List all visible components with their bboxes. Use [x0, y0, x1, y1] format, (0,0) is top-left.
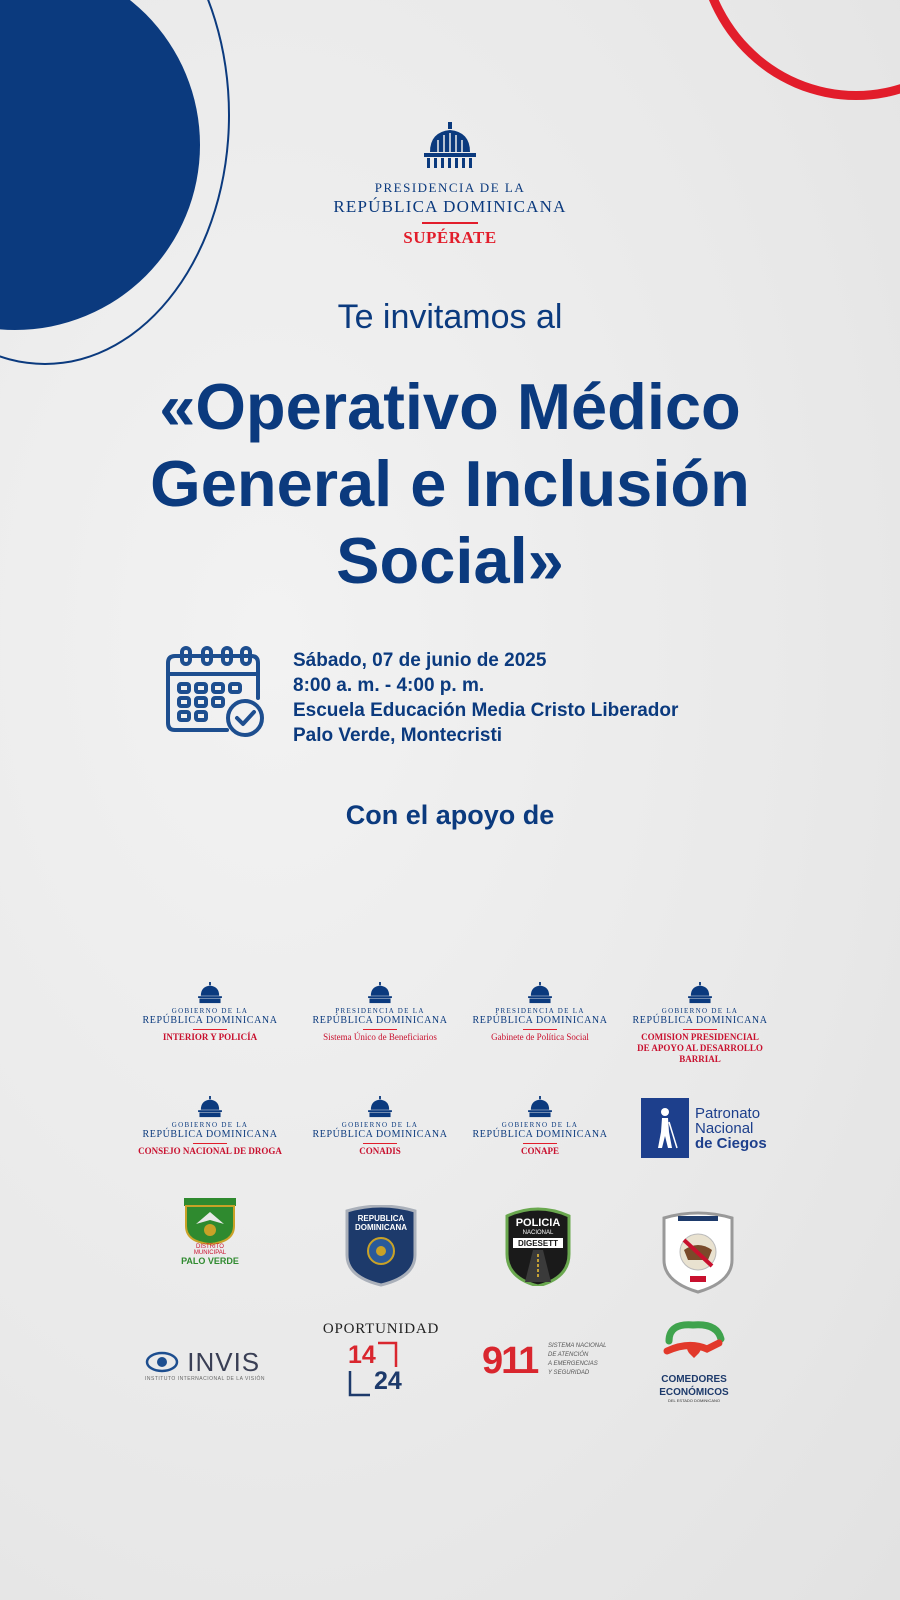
- sponsor-name-line2: DE APOYO AL DESARROLLO: [637, 1043, 763, 1053]
- capitol-dome-icon: [367, 982, 393, 1004]
- sponsor-top: GOBIERNO DE LA: [661, 1007, 739, 1015]
- oportunidad-n1: 14: [348, 1341, 376, 1369]
- sponsor-name: Sistema Único de Beneficiarios: [323, 1032, 437, 1042]
- comedores-line2: ECONÓMICOS: [659, 1387, 729, 1398]
- sponsor-name: CONADIS: [359, 1146, 401, 1156]
- sponsor-main: REPÚBLICA DOMINICANA: [472, 1129, 608, 1140]
- calendar-check-icon: [165, 646, 265, 738]
- sponsor-comedores-economicos: [646, 1319, 742, 1403]
- oportunidad-n2: 24: [374, 1367, 402, 1395]
- digesett-badge-icon: [503, 1206, 573, 1286]
- sponsor-divider: [683, 1029, 717, 1030]
- event-details: [293, 648, 678, 748]
- sponsor-invis: [145, 1347, 265, 1382]
- invite-text: Te invitamos al: [337, 298, 563, 336]
- patronato-line1: Patronato: [695, 1104, 761, 1122]
- sponsor-top: GOBIERNO DE LA: [171, 1121, 249, 1129]
- sponsor-consejo-droga: [130, 1096, 290, 1157]
- sponsor-name-line1: COMISION PRESIDENCIAL: [641, 1032, 759, 1042]
- event-date: Sábado, 07 de junio de 2025: [293, 650, 547, 671]
- capitol-dome-icon: [527, 982, 553, 1004]
- sponsor-divider: [363, 1029, 397, 1030]
- comedores-hands-heart-icon: [659, 1319, 729, 1367]
- sponsor-conape: [460, 1096, 620, 1157]
- digesett-name: DIGESETT: [517, 1239, 559, 1248]
- police-shield-badge-icon: [343, 1205, 419, 1287]
- digesett-top: POLICIA: [515, 1217, 561, 1229]
- palo-verde-name: PALO VERDE: [181, 1256, 239, 1266]
- capitol-dome-icon: [197, 982, 223, 1004]
- palo-verde-small: DISTRITO MUNICIPAL: [193, 1244, 227, 1256]
- oportunidad-title: OPORTUNIDAD: [322, 1321, 440, 1337]
- capitol-dome-icon: [367, 1096, 393, 1118]
- n911-line2: DE ATENCIÓN: [548, 1352, 589, 1358]
- event-title-line3: Social»: [336, 524, 564, 597]
- sponsor-comision-barrial: [620, 982, 780, 1065]
- sponsor-conadis: [300, 1096, 460, 1157]
- patronato-text: [695, 1106, 767, 1151]
- sponsor-top: GOBIERNO DE LA: [171, 1007, 249, 1015]
- patronato-line3: de Ciegos: [695, 1134, 767, 1152]
- sponsor-gabinete: [460, 982, 620, 1043]
- eye-globe-icon: [145, 1350, 179, 1374]
- patronato-line2: Nacional: [695, 1119, 754, 1137]
- capitol-dome-icon: [527, 1096, 553, 1118]
- sponsor-top: PRESIDENCIA DE LA: [335, 1007, 425, 1015]
- event-venue: Escuela Educación Media Cristo Liberador: [293, 700, 679, 721]
- sponsor-main: REPÚBLICA DOMINICANA: [142, 1129, 278, 1140]
- sponsor-name: INTERIOR Y POLICÍA: [162, 1032, 258, 1042]
- logo-line2: REPÚBLICA DOMINICANA: [333, 197, 567, 216]
- sponsor-top: GOBIERNO DE LA: [501, 1121, 579, 1129]
- event-time: 8:00 a. m. - 4:00 p. m.: [293, 675, 485, 696]
- n911-line3: A EMERGENCIAS: [548, 1361, 598, 1367]
- palo-verde-shield-icon: [180, 1196, 240, 1246]
- comedores-sub: DEL ESTADO DOMINICANO: [667, 1398, 720, 1403]
- logo-line1: PRESIDENCIA DE LA: [374, 180, 526, 195]
- sponsor-911-number: 911: [482, 1340, 538, 1382]
- digesett-mid: NACIONAL: [522, 1230, 554, 1236]
- capitol-dome-icon: [197, 1096, 223, 1118]
- event-title: [0, 368, 900, 599]
- logo-line3: SUPÉRATE: [403, 228, 497, 247]
- sponsor-divider: [363, 1143, 397, 1144]
- n911-line4: Y SEGURIDAD: [548, 1370, 590, 1376]
- invis-subtitle: INSTITUTO INTERNACIONAL DE LA VISIÓN: [145, 1376, 265, 1382]
- event-title-line1: «Operativo Médico: [159, 370, 741, 443]
- invis-wordmark: [145, 1347, 265, 1378]
- sponsor-main: REPÚBLICA DOMINICANA: [632, 1015, 768, 1026]
- capitol-dome-icon: [422, 122, 478, 170]
- sponsor-name: CONAPE: [521, 1146, 559, 1156]
- sponsor-divider: [523, 1143, 557, 1144]
- sponsor-divider: [193, 1029, 227, 1030]
- sponsor-name: Gabinete de Política Social: [491, 1032, 589, 1042]
- sponsor-patronato-ciegos: [641, 1098, 767, 1158]
- sponsor-interior-policia: [130, 982, 290, 1043]
- sponsor-divider: [193, 1143, 227, 1144]
- gobierno-shield-icon: [660, 1210, 736, 1294]
- sponsor-name: CONSEJO NACIONAL DE DROGA: [138, 1146, 282, 1156]
- sponsor-name-line3: BARRIAL: [679, 1054, 721, 1064]
- event-title-line2: General e Inclusión: [150, 447, 750, 520]
- sponsor-oportunidad-1424: [316, 1321, 446, 1395]
- sponsor-siuben: [300, 982, 460, 1043]
- support-heading: Con el apoyo de: [345, 800, 555, 830]
- sponsor-911-text: [548, 1342, 606, 1378]
- blind-person-icon: [641, 1098, 689, 1158]
- invis-name: INVIS: [187, 1347, 261, 1377]
- sponsor-main: REPÚBLICA DOMINICANA: [312, 1129, 448, 1140]
- police-badge-line2: DOMINICANA: [355, 1223, 407, 1232]
- police-badge-line1: REPUBLICA: [357, 1214, 405, 1223]
- presidencia-logo: [300, 122, 600, 248]
- palo-verde-text: [180, 1244, 240, 1266]
- sponsor-main: REPÚBLICA DOMINICANA: [142, 1015, 278, 1026]
- capitol-dome-icon: [687, 982, 713, 1004]
- sponsor-top: PRESIDENCIA DE LA: [495, 1007, 585, 1015]
- sponsor-divider: [523, 1029, 557, 1030]
- logo-divider: [422, 222, 478, 224]
- event-location: Palo Verde, Montecristi: [293, 725, 503, 746]
- sponsor-top: GOBIERNO DE LA: [341, 1121, 419, 1129]
- n911-line1: SISTEMA NACIONAL: [548, 1343, 607, 1349]
- sponsor-main: REPÚBLICA DOMINICANA: [472, 1015, 608, 1026]
- comedores-line1: COMEDORES: [661, 1374, 727, 1385]
- sponsor-main: REPÚBLICA DOMINICANA: [312, 1015, 448, 1026]
